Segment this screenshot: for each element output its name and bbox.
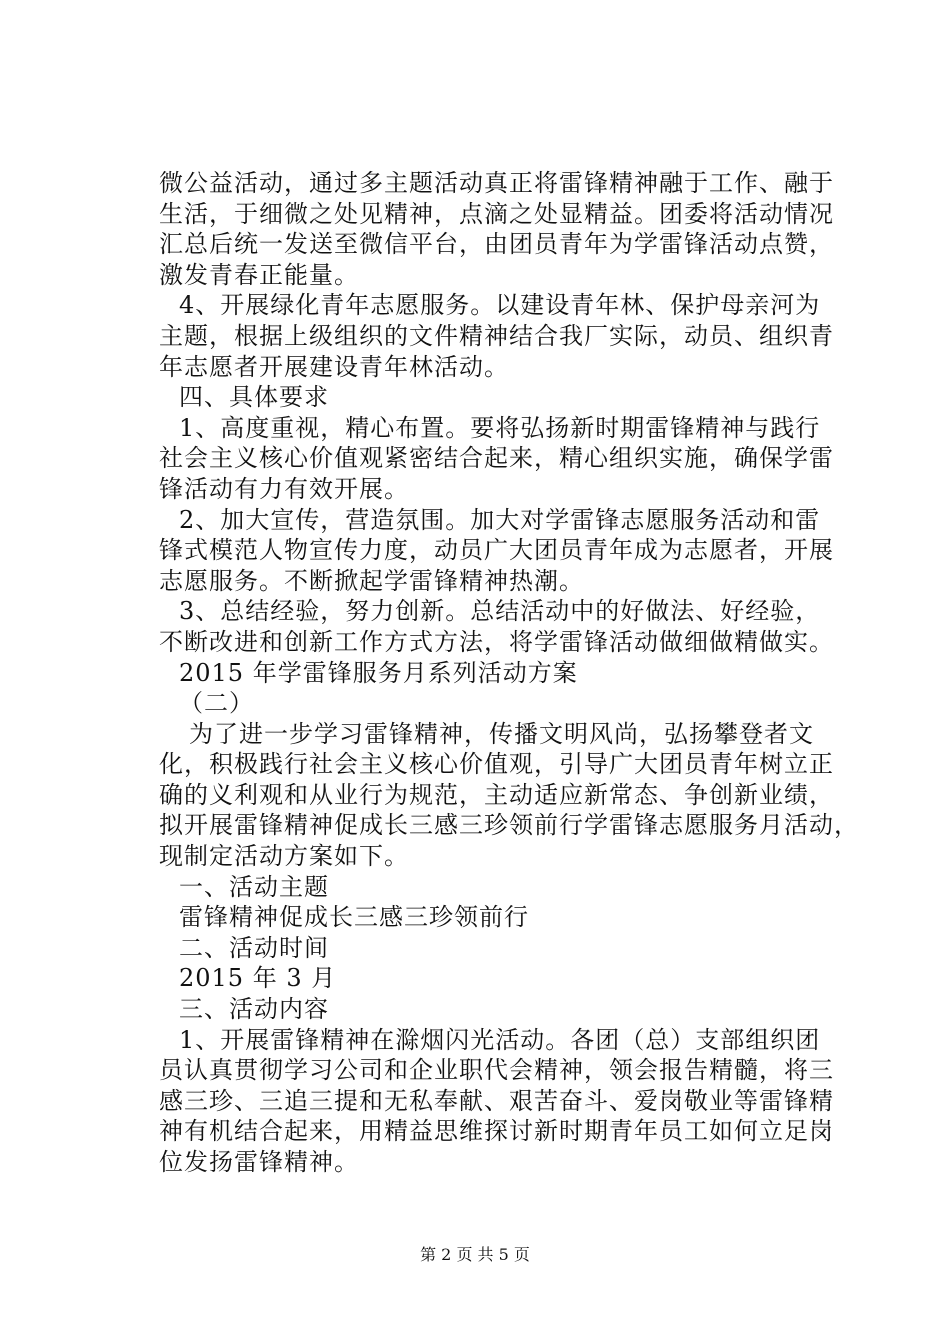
section-heading-requirements: 四、具体要求	[179, 383, 329, 412]
text-line-20: 化，积极践行社会主义核心价值观，引导广大团员青年树立正	[159, 750, 834, 779]
text-line-10: 社会主义核心价值观紧密结合起来，精心组织实施，确保学雷	[159, 444, 834, 473]
text-line-21: 确的义利观和从业行为规范，主动适应新常态、争创新业绩，	[159, 780, 834, 809]
text-line-6: 主题，根据上级组织的文件精神结合我厂实际，动员、组织青	[159, 321, 834, 350]
text-line-29: 1、开展雷锋精神在滁烟闪光活动。各团（总）支部组织团	[179, 1025, 821, 1054]
document-body	[159, 168, 859, 1178]
text-line-14: 志愿服务。不断掀起学雷锋精神热潮。	[159, 566, 584, 595]
plan-subtitle: （二）	[179, 689, 254, 718]
text-line-5: 4、开展绿化青年志愿服务。以建设青年林、保护母亲河为	[179, 291, 821, 320]
text-line-7: 年志愿者开展建设青年林活动。	[159, 352, 509, 381]
section-heading-theme: 一、活动主题	[179, 872, 329, 901]
text-line-16: 不断改进和创新工作方式方法，将学雷锋活动做细做精做实。	[159, 627, 834, 656]
text-line-33: 位发扬雷锋精神。	[159, 1148, 359, 1176]
text-line-15: 3、总结经验，努力创新。总结活动中的好做法、好经验，	[179, 597, 821, 626]
text-line-19: 为了进一步学习雷锋精神，传播文明风尚，弘扬攀登者文	[189, 719, 814, 748]
text-line-25: 雷锋精神促成长三感三珍领前行	[179, 903, 529, 932]
section-heading-time: 二、活动时间	[179, 933, 329, 962]
text-line-3: 汇总后统一发送至微信平台，由团员青年为学雷锋活动点赞，	[159, 230, 834, 259]
text-line-23: 现制定活动方案如下。	[159, 842, 409, 871]
text-line-30: 员认真贯彻学习公司和企业职代会精神，领会报告精髓，将三	[159, 1056, 834, 1085]
text-line-9: 1、高度重视，精心布置。要将弘扬新时期雷锋精神与践行	[179, 413, 821, 442]
text-line-22: 拟开展雷锋精神促成长三感三珍领前行学雷锋志愿服务月活动，	[159, 811, 859, 840]
plan-title: 2015 年学雷锋服务月系列活动方案	[179, 658, 578, 687]
text-line-12: 2、加大宣传，营造氛围。加大对学雷锋志愿服务活动和雷	[179, 505, 821, 534]
text-line-31: 感三珍、三追三提和无私奉献、艰苦奋斗、爱岗敬业等雷锋精	[159, 1086, 834, 1115]
text-line-27: 2015 年 3 月	[179, 964, 337, 993]
text-line-4: 激发青春正能量。	[159, 260, 359, 289]
text-line-13: 锋式模范人物宣传力度，动员广大团员青年成为志愿者，开展	[159, 536, 834, 565]
section-heading-content: 三、活动内容	[179, 995, 329, 1024]
text-line-1: 微公益活动，通过多主题活动真正将雷锋精神融于工作、融于	[159, 169, 834, 197]
page-footer: 第 2 页 共 5 页	[420, 1245, 530, 1264]
text-line-11: 锋活动有力有效开展。	[159, 474, 409, 503]
text-line-32: 神有机结合起来，用精益思维探讨新时期青年员工如何立足岗	[159, 1117, 834, 1146]
text-line-2: 生活，于细微之处见精神，点滴之处显精益。团委将活动情况	[159, 199, 834, 228]
